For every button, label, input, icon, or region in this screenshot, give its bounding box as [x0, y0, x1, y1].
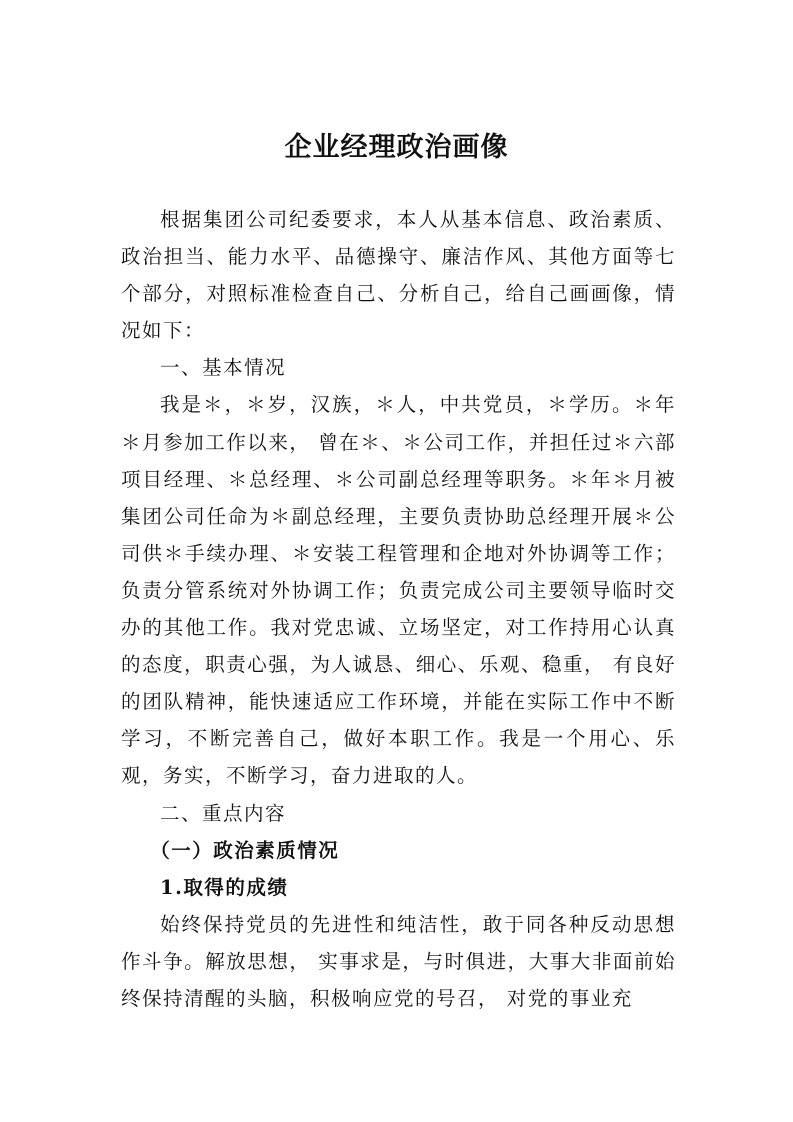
section-key-content-heading: 二、重点内容: [160, 801, 287, 825]
item-achievements-heading: 1.取得的成绩: [160, 875, 289, 899]
basic-info-paragraph: 我是＊，＊岁，汉族，＊人，中共党员，＊学历。＊年＊月参加工作以来， 曾在＊、＊公司工作，并担任过＊六部项目经理、＊总经理、＊公司副总经理等职务。＊年＊月被集团公司任命为＊副总经理，主要负责协助总经理开展＊公司供＊手续办理、＊安装工程管理和企地对外协调等工作；负责分管系统对外协调工作；负责完成公司主要领导临时交办的其他工作。我对党忠诚、立场坚定，对工作持用心认真的态度，职责心强，为人诚恳、细心、乐观、稳重， 有良好的团队精神，能快速适应工作环境，并能在实际工作中不断学习，不断完善自己，做好本职工作。我是一个用心、乐观，务实，不断学习，奋力进取的人。: [121, 393, 676, 788]
subsection-political-quality-heading: （一）政治素质情况: [150, 838, 340, 862]
intro-paragraph: 根据集团公司纪委要求，本人从基本信息、政治素质、政治担当、能力水平、品德操守、廉洁作风、其他方面等七个部分，对照标准检查自己、分析自己，给自己画画像，情况如下：: [121, 208, 676, 343]
document-body: [121, 201, 676, 1017]
document-title: 企业经理政治画像: [284, 132, 509, 163]
achievements-paragraph: 始终保持党员的先进性和纯洁性，敢于同各种反动思想作斗争。解放思想， 实事求是，与时俱进，大事大非面前始终保持清醒的头脑，积极响应党的号召， 对党的事业充: [121, 912, 676, 1010]
section-basic-info-heading: 一、基本情况: [160, 356, 287, 380]
